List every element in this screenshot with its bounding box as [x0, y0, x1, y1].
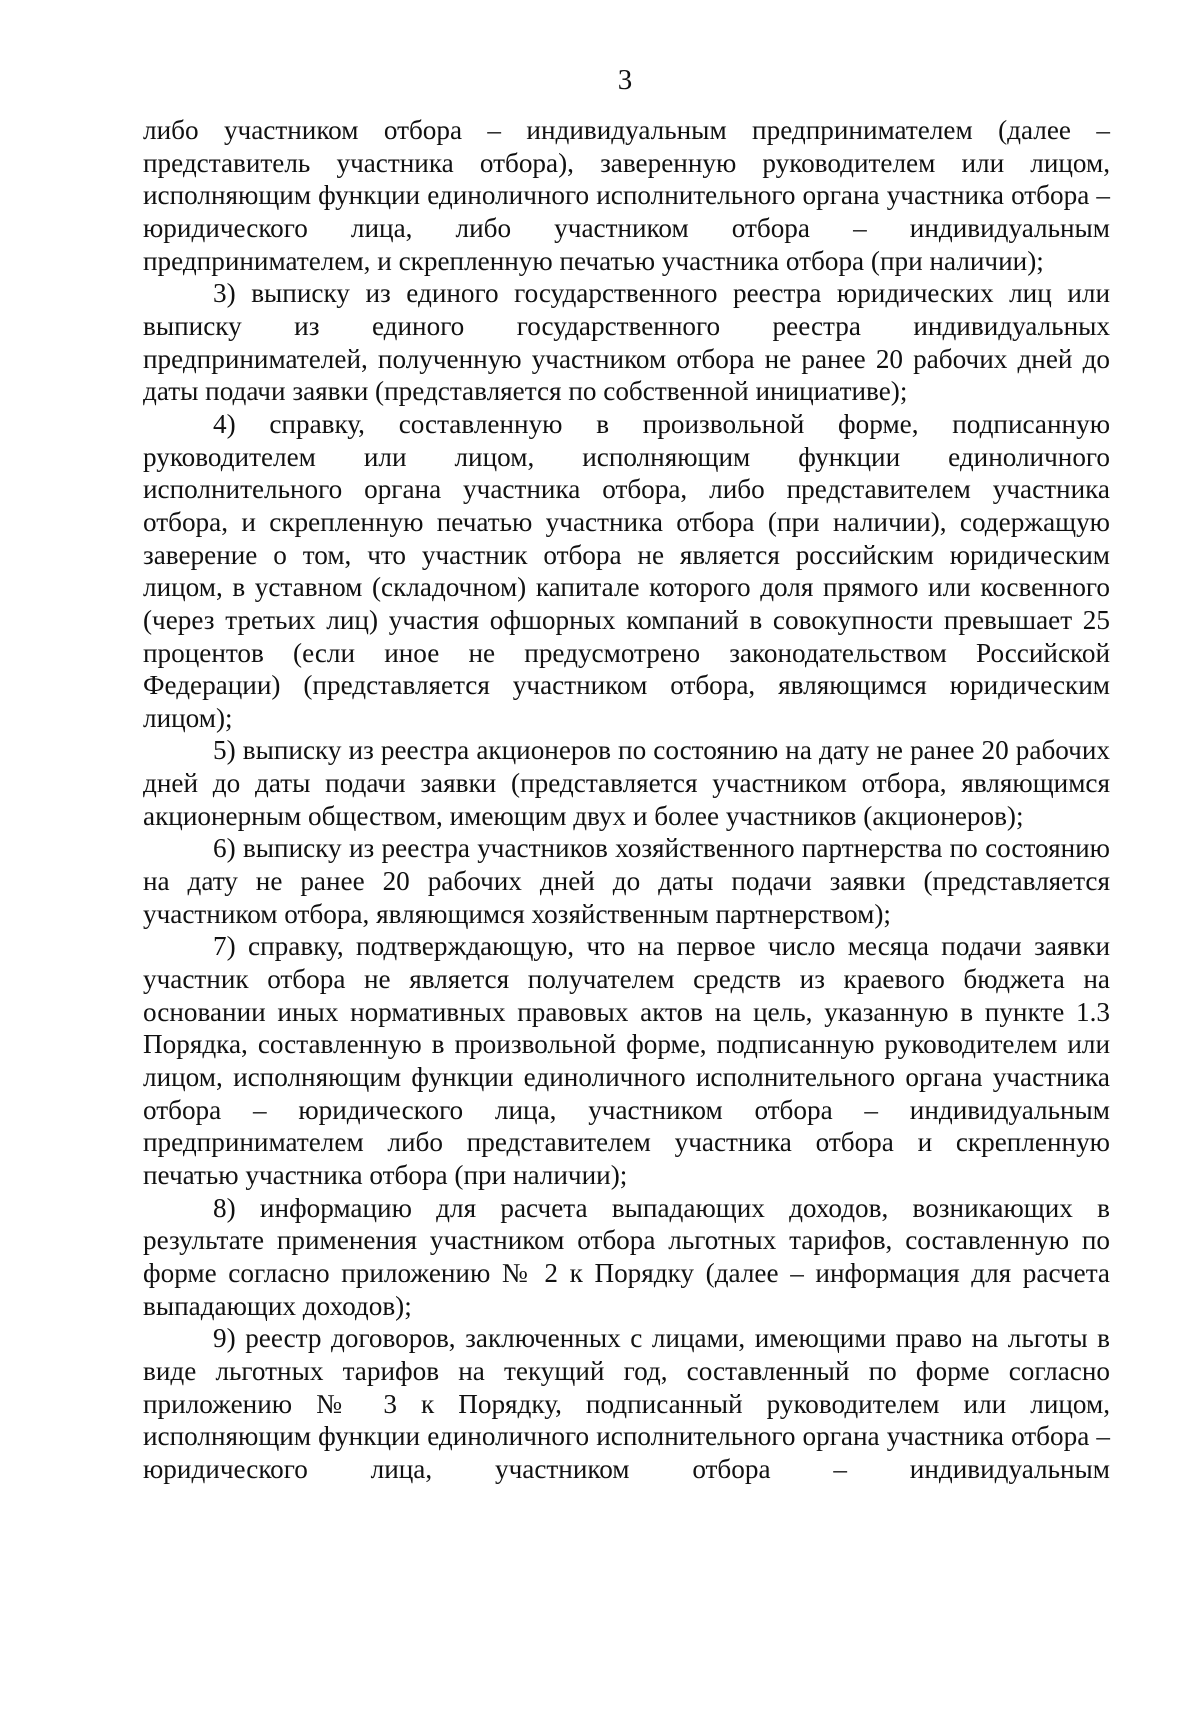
paragraph-item-3: 3) выписку из единого государственного реестра юридических лиц или выписку из единого государственного реестра индивидуальных предпринимателей, полученную участником отбора не ранее 20 рабочих дней до даты подачи заявки (представляется по собственной инициативе); [143, 278, 1110, 407]
paragraph-item-9: 9) реестр договоров, заключенных с лицами, имеющими право на льготы в виде льготных тарифов на текущий год, составленный по форме согласно приложению № 3 к Порядку, подписанный руководителем или лицом, исполняющим функции единоличного исполнительного органа участника отбора – юридического лица, участником отбора – индивидуальным [143, 1323, 1110, 1484]
document-body [143, 114, 1110, 1486]
paragraph-continuation: либо участником отбора – индивидуальным предпринимателем (далее – представитель участника отбора), заверенную руководителем или лицом, исполняющим функции единоличного исполнительного органа участника отбора – юридического лица, либо участником отбора – индивидуальным предпринимателем, и скрепленную печатью участника отбора (при наличии); [143, 115, 1110, 276]
paragraph-item-6: 6) выписку из реестра участников хозяйственного партнерства по состоянию на дату не ранее 20 рабочих дней до даты подачи заявки (представляется участником отбора, являющимся хозяйственным партнерством); [143, 833, 1110, 929]
paragraph-item-7: 7) справку, подтверждающую, что на первое число месяца подачи заявки участник отбора не является получателем средств из краевого бюджета на основании иных нормативных правовых актов на цель, указанную в пункте 1.3 Порядка, составленную в произвольной форме, подписанную руководителем или лицом, исполняющим функции единоличного исполнительного органа участника отбора – юридического лица, участником отбора – индивидуальным предпринимателем либо представителем участника отбора и скрепленную печатью участника отбора (при наличии); [143, 931, 1110, 1190]
paragraph-item-4: 4) справку, составленную в произвольной форме, подписанную руководителем или лицом, исполняющим функции единоличного исполнительного органа участника отбора, либо представителем участника отбора, и скрепленную печатью участника отбора (при наличии), содержащую заверение о том, что участник отбора не является российским юридическим лицом, в уставном (складочном) капитале которого доля прямого или косвенного (через третьих лиц) участия офшорных компаний в совокупности превышает 25 процентов (если иное не предусмотрено законодательством Российской Федерации) (представляется участником отбора, являющимся юридическим лицом); [143, 408, 1110, 733]
paragraph-item-8: 8) информацию для расчета выпадающих доходов, возникающих в результате применения участником отбора льготных тарифов, составленную по форме согласно приложению № 2 к Порядку (далее – информация для расчета выпадающих доходов); [143, 1192, 1110, 1321]
page-number: 3 [617, 64, 633, 96]
paragraph-item-5: 5) выписку из реестра акционеров по состоянию на дату не ранее 20 рабочих дней до даты подачи заявки (представляется участником отбора, являющимся акционерным обществом, имеющим двух и более участников (акционеров); [143, 735, 1110, 831]
